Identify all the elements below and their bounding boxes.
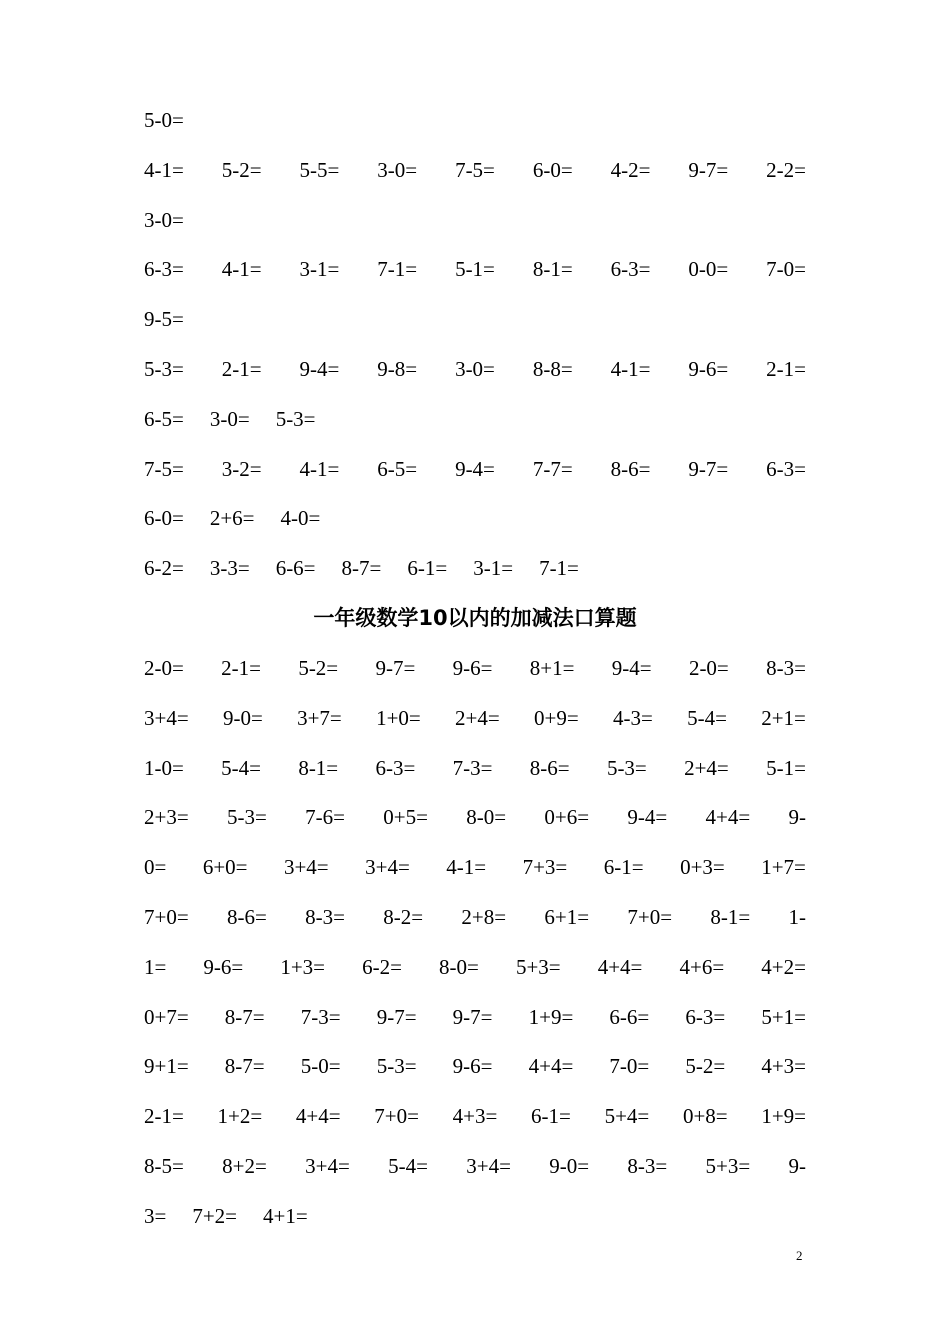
arithmetic-problem: 0+9= (534, 705, 579, 730)
arithmetic-problem: 5-2= (221, 157, 262, 182)
arithmetic-problem: 8-8= (532, 357, 573, 381)
arithmetic-problem: 2-1= (221, 357, 262, 381)
arithmetic-problem: 4+4= (528, 1054, 574, 1079)
arithmetic-problem: 5-2= (298, 656, 339, 680)
arithmetic-problem: 5-4= (388, 1154, 428, 1178)
arithmetic-problem: 6-6= (275, 556, 316, 581)
arithmetic-problem: 3-3= (209, 556, 250, 581)
arithmetic-problem: 7-0= (609, 1054, 650, 1079)
arithmetic-problem: 6-0= (144, 506, 184, 531)
arithmetic-problem: 0+5= (383, 805, 428, 830)
arithmetic-problem: 2-1= (144, 1104, 184, 1129)
problem-line (144, 1151, 806, 1181)
arithmetic-problem: 6-6= (609, 1004, 650, 1029)
arithmetic-problem: 4-0= (280, 506, 321, 531)
arithmetic-problem: 7+0= (627, 905, 673, 929)
problem-line (144, 354, 806, 384)
arithmetic-problem: 3-0= (209, 406, 250, 431)
arithmetic-problem: 5-4= (687, 705, 727, 730)
arithmetic-problem: 4-3= (612, 705, 653, 730)
arithmetic-problem: 2-0= (688, 656, 729, 680)
arithmetic-problem: 9-6= (203, 954, 244, 979)
arithmetic-problem: 1+0= (376, 705, 421, 730)
arithmetic-problem: 8-3= (627, 1154, 668, 1178)
arithmetic-problem: 9-5= (144, 307, 184, 332)
worksheet-heading: 一年级数学10以内的加减法口算题 (313, 606, 637, 630)
arithmetic-problem: 7-3= (452, 755, 493, 780)
arithmetic-problem: 7-1= (377, 257, 418, 282)
arithmetic-problem: 7-7= (532, 456, 573, 481)
arithmetic-problem: 3+4= (466, 1154, 511, 1178)
arithmetic-problem: 3+7= (297, 705, 342, 730)
problem-line (144, 553, 806, 583)
arithmetic-problem: 9-7= (688, 157, 729, 182)
problem-line (144, 952, 806, 982)
arithmetic-problem: 0= (144, 855, 167, 880)
arithmetic-problem: 4+2= (761, 954, 806, 979)
arithmetic-problem: 1+3= (280, 954, 326, 979)
arithmetic-problem: 1-0= (144, 755, 184, 780)
arithmetic-problem: 2-0= (144, 656, 184, 680)
arithmetic-problem: 8-1= (532, 257, 573, 282)
arithmetic-problem: 4-1= (446, 855, 487, 880)
arithmetic-problem: 7-5= (455, 157, 495, 182)
arithmetic-problem: 6-3= (610, 257, 651, 282)
problem-line (144, 304, 806, 334)
problem-line (144, 753, 806, 783)
arithmetic-problem: 8-7= (341, 556, 382, 581)
arithmetic-problem: 7-6= (305, 805, 345, 830)
arithmetic-problem: 3+4= (283, 855, 329, 880)
arithmetic-problem: 9-6= (688, 357, 729, 381)
arithmetic-problem: 3= (144, 1203, 167, 1228)
arithmetic-problem: 5-0= (300, 1054, 341, 1079)
arithmetic-problem: 8-1= (298, 755, 339, 780)
arithmetic-problem: 9+1= (144, 1054, 189, 1079)
problem-line (144, 902, 806, 932)
problem-line (144, 205, 806, 235)
arithmetic-problem: 6-1= (531, 1104, 571, 1129)
arithmetic-problem: 5-3= (144, 357, 184, 381)
arithmetic-problem: 7-5= (144, 456, 184, 481)
arithmetic-problem: 6+1= (544, 905, 590, 929)
arithmetic-problem: 3+4= (365, 855, 410, 880)
problem-line (144, 155, 806, 185)
arithmetic-problem: 1+9= (528, 1004, 574, 1029)
arithmetic-problem: 1= (144, 954, 167, 979)
arithmetic-problem: 3-1= (473, 556, 514, 581)
arithmetic-problem: 9-7= (452, 1004, 493, 1029)
arithmetic-problem: 3-1= (299, 257, 340, 282)
arithmetic-problem: 0+8= (682, 1104, 728, 1129)
arithmetic-problem: 5+1= (761, 1004, 806, 1029)
arithmetic-problem: 5-1= (766, 755, 806, 780)
arithmetic-problem: 1+2= (217, 1104, 263, 1129)
arithmetic-problem: 6-5= (144, 406, 184, 431)
arithmetic-problem: 5+3= (705, 1154, 751, 1178)
arithmetic-problem: 8-3= (305, 905, 345, 929)
arithmetic-problem: 1- (788, 905, 806, 929)
arithmetic-problem: 4+3= (452, 1104, 498, 1129)
arithmetic-problem: 7+3= (522, 855, 568, 880)
problem-line (144, 105, 806, 135)
problem-line (144, 404, 806, 434)
arithmetic-problem: 3-2= (221, 456, 262, 481)
arithmetic-problem: 9-7= (688, 456, 729, 481)
arithmetic-problem: 9-7= (376, 1004, 417, 1029)
problem-line (144, 1002, 806, 1032)
arithmetic-problem: 4-1= (610, 357, 651, 381)
arithmetic-problem: 5-1= (455, 257, 495, 282)
arithmetic-problem: 0+7= (144, 1004, 189, 1029)
arithmetic-problem: 6-3= (375, 755, 416, 780)
problem-line (144, 254, 806, 284)
arithmetic-problem: 8+1= (529, 656, 575, 680)
arithmetic-problem: 0+3= (680, 855, 725, 880)
arithmetic-problem: 4+4= (295, 1104, 341, 1129)
problem-line (144, 503, 806, 533)
arithmetic-problem: 8-2= (383, 905, 424, 929)
arithmetic-problem: 6-5= (377, 456, 418, 481)
arithmetic-problem: 9-6= (452, 1054, 493, 1079)
arithmetic-problem: 9-4= (455, 456, 495, 481)
arithmetic-problem: 9-4= (611, 656, 652, 680)
arithmetic-problem: 4-1= (299, 456, 340, 481)
arithmetic-problem: 8-0= (466, 805, 507, 830)
arithmetic-problem: 6-0= (532, 157, 573, 182)
arithmetic-problem: 7+0= (144, 905, 189, 929)
arithmetic-problem: 4-1= (221, 257, 262, 282)
arithmetic-problem: 3-0= (144, 207, 184, 232)
arithmetic-problem: 5-3= (376, 1054, 417, 1079)
arithmetic-problem: 7-1= (539, 556, 579, 581)
arithmetic-problem: 2+4= (684, 755, 729, 780)
problem-line (144, 1051, 806, 1081)
arithmetic-problem: 6+0= (202, 855, 248, 880)
arithmetic-problem: 5+3= (515, 954, 561, 979)
arithmetic-problem: 3-0= (455, 357, 495, 381)
arithmetic-problem: 7+0= (374, 1104, 419, 1129)
arithmetic-problem: 4-1= (144, 157, 184, 182)
arithmetic-problem: 5-0= (144, 108, 184, 132)
arithmetic-problem: 8-5= (144, 1154, 184, 1178)
arithmetic-problem: 9-6= (452, 656, 493, 680)
arithmetic-problem: 8-6= (226, 905, 267, 929)
arithmetic-problem: 4+6= (679, 954, 725, 979)
arithmetic-problem: 3+4= (305, 1154, 350, 1178)
arithmetic-problem: 5-3= (606, 755, 647, 780)
arithmetic-problem: 5-3= (275, 406, 316, 431)
arithmetic-problem: 8-3= (766, 656, 806, 680)
arithmetic-problem: 6-2= (144, 556, 184, 581)
arithmetic-problem: 2+8= (461, 905, 507, 929)
problem-line (144, 802, 806, 832)
arithmetic-problem: 2+6= (209, 506, 255, 531)
arithmetic-problem: 4+4= (597, 954, 643, 979)
problem-line (144, 852, 806, 882)
arithmetic-problem: 2-2= (766, 157, 806, 182)
arithmetic-problem: 2+3= (144, 805, 189, 830)
arithmetic-problem: 8-7= (224, 1054, 265, 1079)
arithmetic-problem: 5+4= (604, 1104, 650, 1129)
arithmetic-problem: 8-1= (710, 905, 751, 929)
arithmetic-problem: 9-0= (549, 1154, 590, 1178)
arithmetic-problem: 3-0= (377, 157, 418, 182)
arithmetic-problem: 8-6= (529, 755, 570, 780)
arithmetic-problem: 8-6= (610, 456, 651, 481)
arithmetic-problem: 6-3= (766, 456, 806, 481)
arithmetic-problem: 9- (788, 805, 806, 830)
arithmetic-problem: 7-3= (300, 1004, 341, 1029)
problem-line (144, 653, 806, 683)
arithmetic-problem: 6-1= (603, 855, 644, 880)
page-number: 2 (796, 1248, 803, 1263)
arithmetic-problem: 5-3= (226, 805, 267, 830)
arithmetic-problem: 6-3= (685, 1004, 726, 1029)
arithmetic-problem: 9-0= (222, 705, 263, 730)
arithmetic-problem: 6-1= (407, 556, 448, 581)
arithmetic-problem: 5-2= (685, 1054, 726, 1079)
arithmetic-problem: 2-1= (221, 656, 261, 680)
arithmetic-problem: 7-0= (766, 257, 806, 282)
arithmetic-problem: 9-7= (375, 656, 416, 680)
arithmetic-problem: 8-0= (439, 954, 479, 979)
arithmetic-problem: 9-4= (627, 805, 668, 830)
arithmetic-problem: 8+2= (222, 1154, 267, 1178)
arithmetic-problem: 4+4= (705, 805, 751, 830)
problem-line (144, 703, 806, 733)
arithmetic-problem: 5-5= (299, 157, 340, 182)
arithmetic-problem: 0-0= (688, 257, 729, 282)
arithmetic-problem: 4+3= (761, 1054, 806, 1079)
arithmetic-problem: 0+6= (544, 805, 590, 830)
problem-line (144, 1201, 806, 1231)
arithmetic-problem: 6-3= (144, 257, 184, 282)
arithmetic-problem: 7+2= (192, 1203, 238, 1228)
arithmetic-problem: 2+1= (761, 705, 806, 730)
problem-line (144, 1101, 806, 1131)
arithmetic-problem: 2-1= (766, 357, 806, 381)
arithmetic-problem: 9-4= (299, 357, 340, 381)
arithmetic-problem: 4-2= (610, 157, 651, 182)
arithmetic-problem: 1+7= (761, 855, 806, 880)
arithmetic-problem: 2+4= (455, 705, 500, 730)
arithmetic-problem: 6-2= (362, 954, 402, 979)
problem-line (144, 454, 806, 484)
arithmetic-problem: 9-8= (377, 357, 418, 381)
arithmetic-problem: 3+4= (144, 705, 189, 730)
arithmetic-problem: 8-7= (224, 1004, 265, 1029)
arithmetic-problem: 1+9= (761, 1104, 806, 1129)
arithmetic-problem: 9- (788, 1154, 806, 1178)
arithmetic-problem: 5-4= (221, 755, 261, 780)
arithmetic-problem: 4+1= (263, 1203, 308, 1228)
